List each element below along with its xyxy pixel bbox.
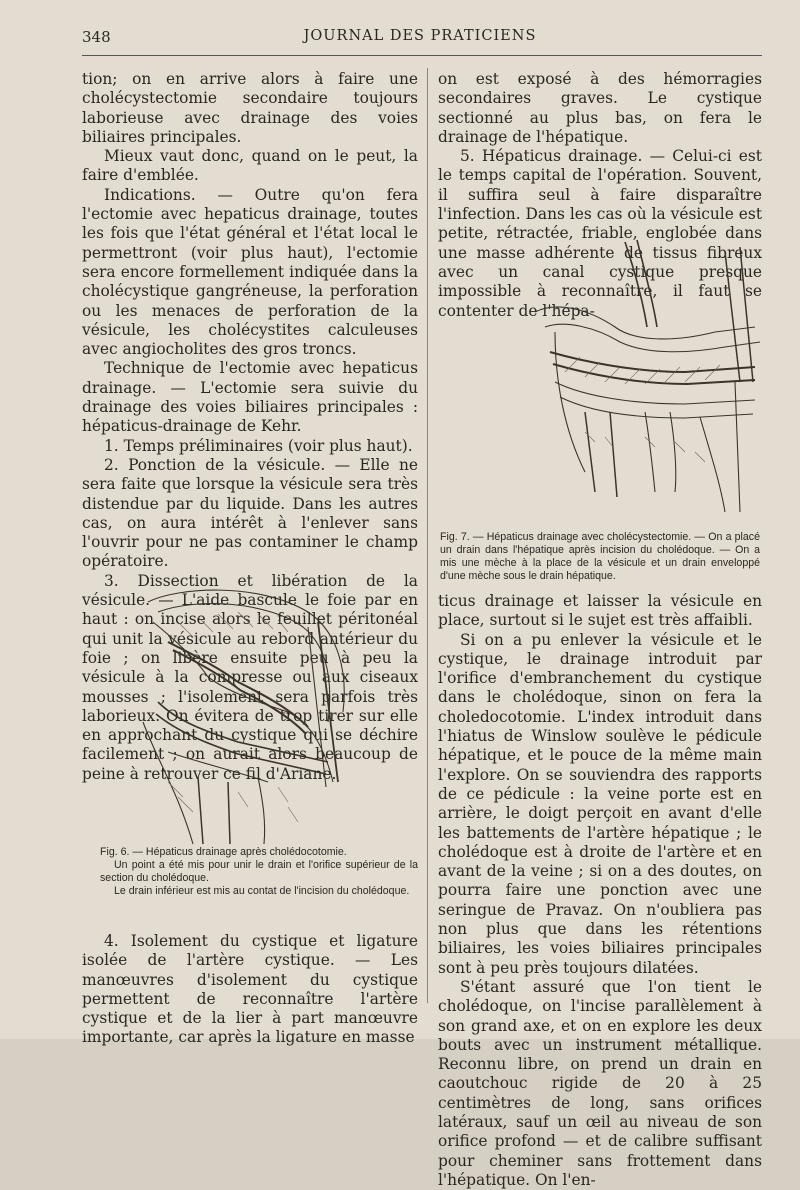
caption-line: Un point a été mis pour unir le drain et l'orifice supérieur de la section du cholédoque.: [100, 859, 418, 884]
figure-7-illustration: [525, 232, 765, 522]
paragraph: tion; on en arrive alors à faire une cholécystectomie secondaire toujours laborieuse avec drainage des voies biliaires principales.: [82, 70, 418, 146]
paragraph: ticus drainage et laisser la vésicule en place, surtout si le sujet est très affaibli.: [438, 592, 762, 630]
caption-text: Fig. 7. — Hépaticus drainage avec cholécystectomie. — On a placé un drain dans l'hépatique après incision du cholédoque. — On a mis une mèche à la place de la vésicule et un drain enveloppé d'une mèche sous le drain hépatique.: [440, 531, 760, 582]
page-number: 348: [82, 28, 111, 46]
paragraph: 5. Hépaticus drainage. — Celui-ci est le temps capital de l'opération. Souvent, il suffira seul à faire disparaître l'infection. Dans les cas où la vésicule est petite, rétractée, friable, englobée dans une masse adhérente de tissus fibreux avec un canal cystique presque impossible à reconnaître, il faut se contenter de l'hépa-: [438, 147, 762, 320]
figure-6-illustration: [138, 582, 363, 844]
caption-line: Le drain inférieur est mis au contat de l'incision du cholédoque.: [114, 885, 410, 897]
paragraph: 2. Ponction de la vésicule. — Elle ne sera faite que lorsque la vésicule sera très distendue par du liquide. Dans les autres cas, on aura intérêt à l'enlever sans l'ouvrir pour ne pas contaminer le champ opératoire.: [82, 455, 418, 571]
caption-title: Fig. 6. — Hépaticus drainage après cholédocotomie.: [100, 846, 347, 858]
journal-title: JOURNAL DES PRATICIENS: [303, 28, 537, 44]
paragraph: Mieux vaut donc, quand on le peut, la faire d'emblée.: [82, 147, 418, 185]
paragraph: S'étant assuré que l'on tient le cholédoque, on l'incise parallèlement à son grand axe, et on en explore les deux bouts avec un instrument métallique. Reconnu libre, on prend un drain en caoutchouc rigide de 20 à 25 centimètres de long, sans orifices latéraux, sauf un œil au niveau de son orifice profond — et de calibre suffisant pour cheminer sans frottement dans l'hépatique. On l'en-: [438, 977, 762, 1189]
paragraph: Indications. — Outre qu'on fera l'ectomie avec hepaticus drainage, toutes les fois que l'état général et l'état local le permettront (voir plus haut), l'ectomie sera encore formellement indiquée dans la cholécystique gangréneuse, la perforation ou les menaces de perforation de la vésicule, les cholécystites calculeuses avec angiocholites des gros troncs.: [82, 185, 418, 359]
page-header: [82, 28, 758, 50]
header-rule: [82, 55, 762, 56]
paragraph: Technique de l'ectomie avec hepaticus drainage. — L'ectomie sera suivie du drainage des voies biliaires principales : hépaticus-drainage de Kehr.: [82, 359, 418, 436]
paragraph: 1. Temps préliminaires (voir plus haut).: [104, 436, 413, 455]
figure-7-caption: [440, 531, 760, 583]
paragraph: on est exposé à des hémorragies secondaires graves. Le cystique sectionné au plus bas, on fera le drainage de l'hépatique.: [438, 70, 762, 146]
right-column-bottom-text: [438, 592, 762, 1190]
figure-6-caption: [100, 846, 418, 898]
column-divider: [427, 68, 428, 1003]
left-column-bottom-text: [82, 932, 418, 1048]
paragraph: 4. Isolement du cystique et ligature isolée de l'artère cystique. — Les manœuvres d'isolement du cystique permettent de reconnaître l'artère cystique et de la lier à part manœuvre importante, car après la ligature en masse: [82, 932, 418, 1047]
paragraph: Si on a pu enlever la vésicule et le cystique, le drainage introduit par l'orifice d'embranchement du cystique dans le cholédoque, sinon on fera la choledocotomie. L'index introduit dans l'hiatus de Winslow soulève le pédicule hépatique, et le pouce de la même main l'explore. On se souviendra des rapports de ce pédicule : la veine porte est en arrière, le doigt perçoit en avant d'elle les battements de l'artère hépatique ; le cholédoque est à droite de l'artère et en avant de la veine ; si on a des doutes, on pourra faire une ponction avec une seringue de Pravaz. On n'oubliera pas non plus que dans les rétentions biliaires, les voies biliaires principales sont à peu près toujours dilatées.: [438, 630, 762, 977]
paragraph: 3. Dissection et libération de la vésicule. — L'aide bascule le foie par en haut : on incise alors le feuillet péritonéal qui unit la vésicule au rebord antérieur du foie ; on libère ensuite peu à peu la vésicule à la compresse ou aux ciseaux mousses ; l'isolement sera parfois très laborieux. On évitera de trop tirer sur elle en approchant du cystique qui se déchire facilement ; on aurait alors beaucoup de peine à retrouver ce fil d'Ariane.: [82, 571, 418, 783]
